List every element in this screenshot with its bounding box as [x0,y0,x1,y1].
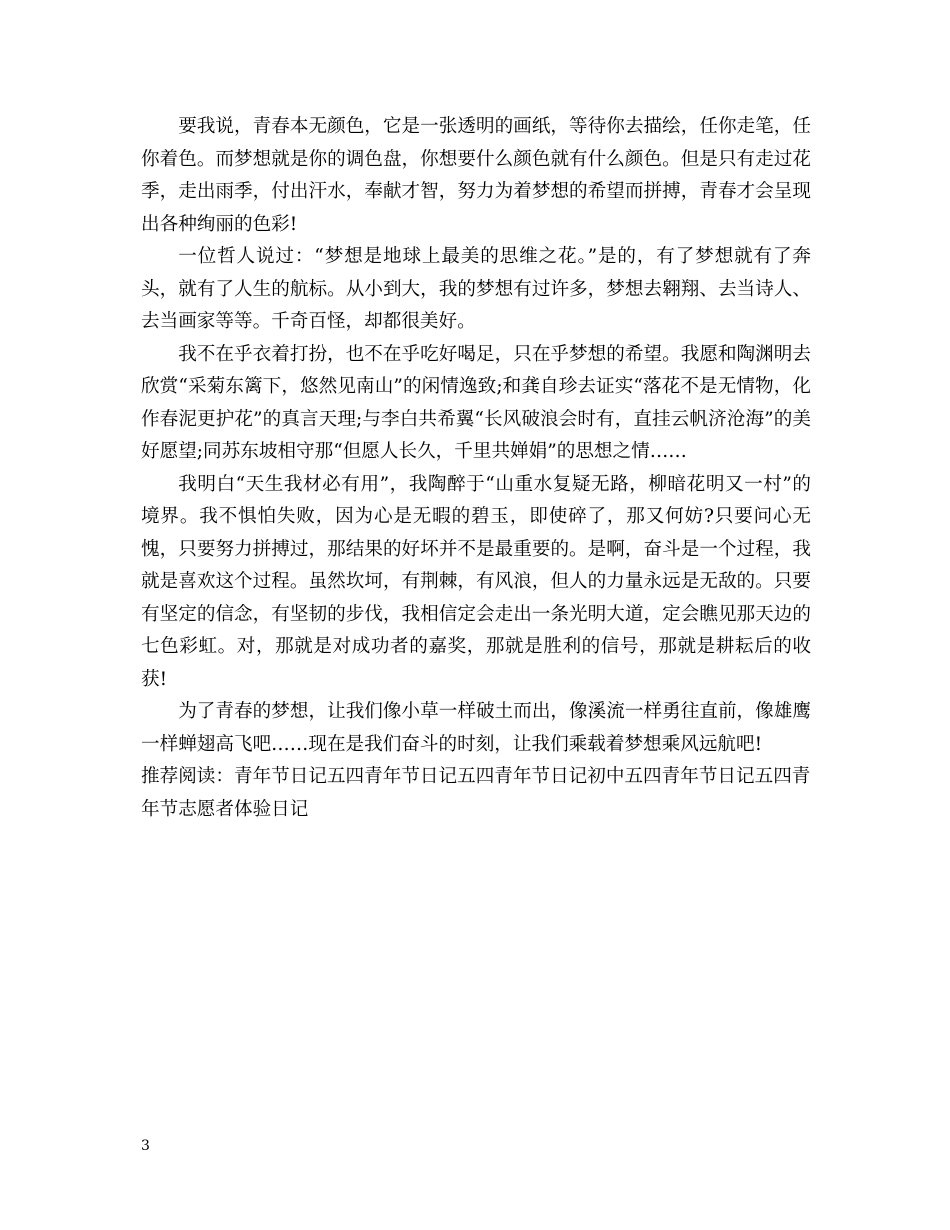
paragraph-5: 为了青春的梦想，让我们像小草一样破土而出，像溪流一样勇往直前，像雄鹰一样蝉翅高飞吧……现在是我们奋斗的时刻，让我们乘载着梦想乘风远航吧! [141,701,811,755]
recommended-reading: 推荐阅读：青年节日记五四青年节日记五四青年节日记初中五四青年节日记五四青年节志愿者体验日记 [141,766,811,820]
document-body [141,111,811,826]
paragraph-3: 我不在乎衣着打扮，也不在乎吃好喝足，只在乎梦想的希望。我愿和陶渊明去欣赏“采菊东篱下，悠然见南山”的闲情逸致;和龚自珍去证实“落花不是无情物，化作春泥更护花”的真言天理;与李白共希翼“长风破浪会时有，直挂云帆济沧海”的美好愿望;同苏东坡相守那“但愿人长久，千里共婵娟”的思想之情…… [141,343,811,462]
paragraph-1: 要我说，青春本无颜色，它是一张透明的画纸，等待你去描绘，任你走笔，任你着色。而梦想就是你的调色盘，你想要什么颜色就有什么颜色。但是只有走过花季，走出雨季，付出汗水，奉献才智，努力为着梦想的希望而拼搏，青春才会呈现出各种绚丽的色彩! [141,116,811,235]
paragraph-4: 我明白“天生我材必有用”，我陶醉于“山重水复疑无路，柳暗花明又一村”的境界。我不惧怕失败，因为心是无暇的碧玉，即使碎了，那又何妨?只要问心无愧，只要努力拼搏过，那结果的好坏并不是最重要的。是啊，奋斗是一个过程，我就是喜欢这个过程。虽然坎坷，有荆棘，有风浪，但人的力量永远是无敌的。只要有坚定的信念，有坚韧的步伐，我相信定会走出一条光明大道，定会瞧见那天边的七色彩虹。对，那就是对成功者的嘉奖，那就是胜利的信号，那就是耕耘后的收获! [141,473,811,690]
paragraph-2: 一位哲人说过：“梦想是地球上最美的思维之花。”是的，有了梦想就有了奔头，就有了人生的航标。从小到大，我的梦想有过许多，梦想去翱翔、去当诗人、去当画家等等。千奇百怪，却都很美好。 [141,246,811,332]
page-number: 3 [141,1138,150,1154]
